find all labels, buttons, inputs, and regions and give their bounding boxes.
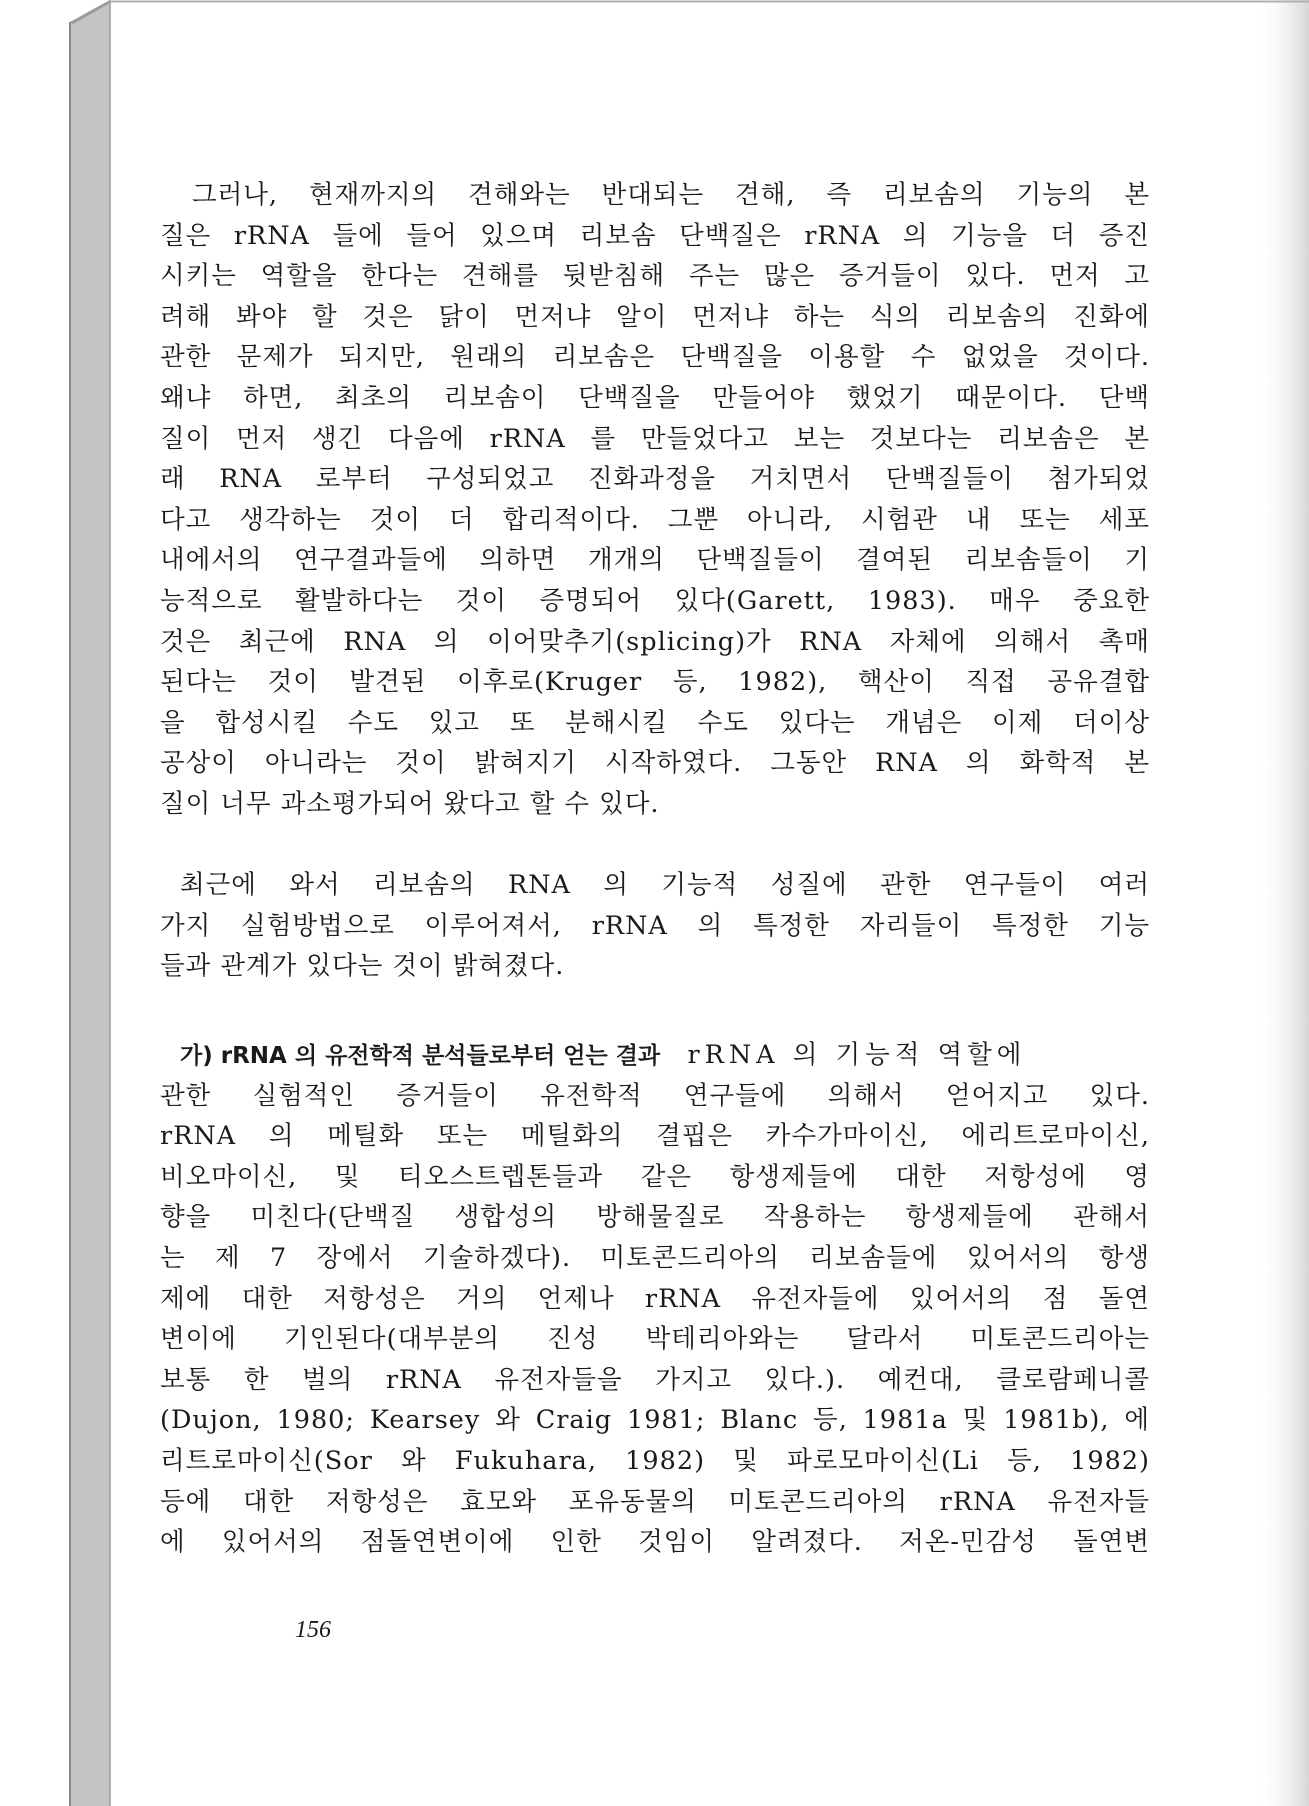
text-line: 능적으로 활발하다는 것이 증명되어 있다(Garett, 1983). 매우 중요한 [160,585,1150,616]
text-line: 에 있어서의 점돌연변이에 인한 것임이 알려졌다. 저온-민감성 돌연변 [160,1527,1150,1558]
text-line: 을 합성시킬 수도 있고 또 분해시킬 수도 있다는 개념은 이제 더이상 [160,707,1150,738]
section-heading-continuation: rRNA 의 기능적 역할에 [687,1040,1027,1070]
text-line: 향을 미친다(단백질 생합성의 방해물질로 작용하는 항생제들에 관해서 [160,1202,1150,1233]
text-line: 가지 실험방법으로 이루어져서, rRNA 의 특정한 자리들이 특정한 기능 [160,910,1150,941]
text-line: 들과 관계가 있다는 것이 밝혀졌다. [160,951,565,982]
text-line: 관한 문제가 되지만, 원래의 리보솜은 단백질을 이용할 수 없었을 것이다. [160,342,1150,373]
page-right-shadow [1255,0,1309,1806]
text-line: 그러나, 현재까지의 견해와는 반대되는 견해, 즉 리보솜의 기능의 본 [192,180,1150,210]
paragraph-1 [160,175,1150,825]
text-line: 공상이 아니라는 것이 밝혀지기 시작하였다. 그동안 RNA 의 화학적 본 [160,748,1150,779]
text-line: 려해 봐야 할 것은 닭이 먼저냐 알이 먼저냐 하는 식의 리보솜의 진화에 [160,301,1150,332]
text-line: 시키는 역할을 한다는 견해를 뒷받침해 주는 많은 증거들이 있다. 먼저 고 [160,261,1150,292]
section-first-line [160,1035,1150,1076]
page-edge-left [70,0,110,1806]
page-number: 156 [295,1617,331,1643]
text-line: 리트로마이신(Sor 와 Fukuhara, 1982) 및 파로모마이신(Li 등, 1982) [160,1445,1150,1476]
text-line: 다고 생각하는 것이 더 합리적이다. 그뿐 아니라, 시험관 내 또는 세포 [160,504,1150,535]
section-ga [160,1035,1150,1563]
text-line: 질은 rRNA 들에 들어 있으며 리보솜 단백질은 rRNA 의 기능을 더 증진 [160,220,1150,251]
text-line: 제에 대한 저항성은 거의 언제나 rRNA 유전자들에 있어서의 점 돌연 [160,1283,1150,1314]
text-line: 등에 대한 저항성은 효모와 포유동물의 미토콘드리아의 rRNA 유전자들 [160,1486,1150,1517]
text-line: 된다는 것이 발견된 이후로(Kruger 등, 1982), 핵산이 직접 공유결합 [160,667,1150,698]
text-line: 왜냐 하면, 최초의 리보솜이 단백질을 만들어야 했었기 때문이다. 단백 [160,382,1150,413]
text-line: 최근에 와서 리보솜의 RNA 의 기능적 성질에 관한 연구들이 여러 [180,870,1150,900]
text-line: rRNA 의 메틸화 또는 메틸화의 결핍은 카수가마이신, 에리트로마이신, [160,1121,1150,1152]
text-line: 보통 한 벌의 rRNA 유전자들을 가지고 있다.). 예컨대, 클로람페니콜 [160,1364,1150,1395]
text-line: (Dujon, 1980; Kearsey 와 Craig 1981; Blanc 등, 1981a 및 1981b), 에 [160,1405,1150,1436]
text-line: 것은 최근에 RNA 의 이어맞추기(splicing)가 RNA 자체에 의해서 촉매 [160,626,1150,657]
text-line: 는 제 7 장에서 기술하겠다). 미토콘드리아의 리보솜들에 있어서의 항생 [160,1242,1150,1273]
section-heading: 가) rRNA 의 유전학적 분석들로부터 얻는 결과 [180,1043,661,1069]
text-line: 관한 실험적인 증거들이 유전학적 연구들에 의해서 얻어지고 있다. [160,1080,1150,1111]
text-line: 질이 너무 과소평가되어 왔다고 할 수 있다. [160,788,660,819]
text-line: 래 RNA 로부터 구성되었고 진화과정을 거치면서 단백질들이 첨가되었 [160,464,1150,495]
text-line: 질이 먼저 생긴 다음에 rRNA 를 만들었다고 보는 것보다는 리보솜은 본 [160,423,1150,454]
paragraph-2 [160,865,1150,987]
text-line: 내에서의 연구결과들에 의하면 개개의 단백질들이 결여된 리보솜들이 기 [160,545,1150,576]
text-line: 변이에 기인된다(대부분의 진성 박테리아와는 달라서 미토콘드리아는 [160,1324,1150,1355]
text-line: 비오마이신, 및 티오스트렙톤들과 같은 항생제들에 대한 저항성에 영 [160,1161,1150,1192]
